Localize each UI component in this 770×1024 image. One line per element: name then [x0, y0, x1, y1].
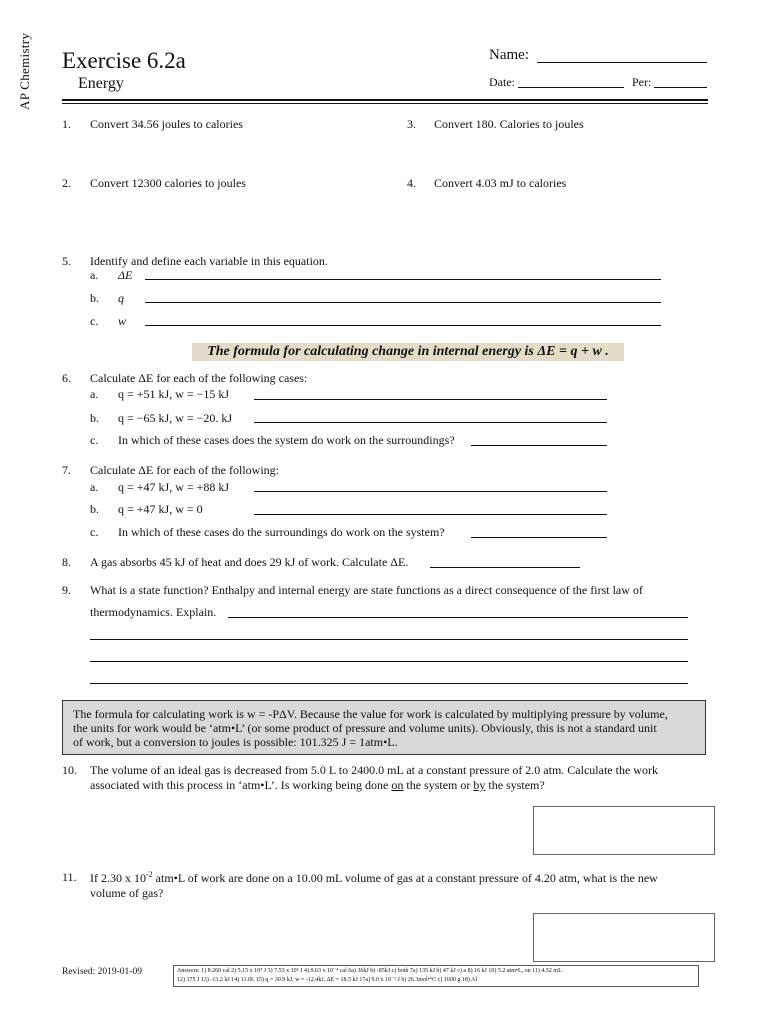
q11-answer-box[interactable]: [533, 913, 715, 962]
q9-answer-line-2[interactable]: [90, 638, 688, 640]
formula-banner: The formula for calculating change in internal energy is ΔE = q + w .: [192, 343, 624, 361]
q5a-variable: ΔE: [118, 268, 133, 282]
q6c-label: c.: [90, 433, 99, 447]
q9-answer-line-3[interactable]: [90, 660, 688, 662]
q7-number: 7.: [62, 463, 71, 477]
answer-key-line2: 12) 375 J 13) -13.2 kJ 14) 11.0L 15) q = 30.9 kJ, w = -12.4kJ, ΔE = 18.5 kJ 17a) 9.0 x 10⁻² J b) 26.3mol•°C c) 1600 g 18) Al: [177, 977, 478, 983]
q10-text-line2: associated with this process in ‘atm•L’. Is working being done on the system or by the system?: [90, 778, 545, 792]
q7c-text: In which of these cases do the surroundings do work on the system?: [118, 525, 445, 539]
q9-text-line1: What is a state function? Enthalpy and internal energy are state functions as a direct consequence of the first law of: [90, 583, 643, 597]
q5-text: Identify and define each variable in this equation.: [90, 254, 328, 268]
q5c-answer-line[interactable]: [145, 324, 661, 326]
q11-text-line2: volume of gas?: [90, 886, 164, 900]
q11-text-line1: If 2.30 x $10^{-2}$ atm•L of work are done on a 10.00 mL volume of gas at a constant pressure of 4.20 atm, what is the new: [90, 870, 658, 885]
q7-text: Calculate ΔE for each of the following:: [90, 463, 279, 477]
q2-text: Convert 12300 calories to joules: [90, 176, 246, 190]
work-box-line3: of work, but a conversion to joules is possible: 101.325 J = 1atm•L.: [73, 735, 398, 749]
work-formula-box: [62, 700, 706, 755]
q5b-label: b.: [90, 291, 99, 305]
q7b-answer-line[interactable]: [254, 513, 607, 515]
q5a-label: a.: [90, 268, 99, 282]
header-rule: [62, 99, 708, 101]
name-label: Name:: [489, 47, 529, 63]
q7a-text: q = +47 kJ, w = +88 kJ: [118, 480, 230, 494]
q4-number: 4.: [407, 176, 416, 190]
q6a-answer-line[interactable]: [254, 398, 607, 400]
q9-answer-line-1[interactable]: [228, 616, 688, 618]
q6c-text: In which of these cases does the system do work on the surroundings?: [118, 433, 455, 447]
q6c-answer-line[interactable]: [471, 444, 607, 446]
q7b-text: q = +47 kJ, w = 0: [118, 502, 203, 516]
q5b-answer-line[interactable]: [145, 301, 661, 303]
q8-answer-line[interactable]: [430, 566, 580, 568]
q7b-label: b.: [90, 502, 99, 516]
date-label: Date:: [489, 75, 515, 89]
q5c-variable: w: [118, 314, 127, 328]
course-label: AP Chemistry: [17, 32, 32, 110]
date-field[interactable]: [518, 86, 624, 88]
q7c-label: c.: [90, 525, 99, 539]
work-box-line2: the units for work would be ‘atm•L’ (or some product of pressure and volume units). Obviously, this is not a standard unit: [73, 721, 657, 735]
q8-number: 8.: [62, 555, 71, 569]
q11-number: 11.: [62, 870, 77, 884]
name-field[interactable]: [537, 61, 707, 63]
q6-text: Calculate ΔE for each of the following cases:: [90, 371, 308, 385]
header-rule-thin: [62, 103, 708, 104]
q5b-variable: q: [118, 291, 124, 305]
q7c-answer-line[interactable]: [471, 536, 607, 538]
q5-number: 5.: [62, 254, 71, 268]
q8-text: A gas absorbs 45 kJ of heat and does 29 kJ of work. Calculate ΔE.: [90, 555, 409, 569]
work-box-line1: The formula for calculating work is w = -PΔV. Because the value for work is calculated by multiplying pressure by volume,: [73, 707, 668, 721]
q10-answer-box[interactable]: [533, 806, 715, 855]
period-label: Per:: [632, 75, 652, 89]
revised-date: Revised: 2019-01-09: [62, 967, 142, 977]
q6b-answer-line[interactable]: [254, 421, 607, 423]
q6a-label: a.: [90, 387, 99, 401]
q3-number: 3.: [407, 117, 416, 131]
q6-number: 6.: [62, 371, 71, 385]
q5a-answer-line[interactable]: [145, 278, 661, 280]
q1-text: Convert 34.56 joules to calories: [90, 117, 243, 131]
q10-text-line1: The volume of an ideal gas is decreased from 5.0 L to 2400.0 mL at a constant pressure of 2.0 atm. Calculate the work: [90, 763, 658, 777]
q2-number: 2.: [62, 176, 71, 190]
q10-number: 10.: [62, 763, 77, 777]
q4-text: Convert 4.03 mJ to calories: [434, 176, 567, 190]
q7a-answer-line[interactable]: [254, 490, 607, 492]
q9-answer-line-4[interactable]: [90, 682, 688, 684]
answer-key-line1: Answers: 1) 8.260 cal 2) 5.15 x 10⁴ J 3) 7.53 x 10⁵ J 4) 9.63 x 10⁻⁴ cal 6a) 36kJ b) -85kJ c) both 7a) 135 kJ b) 47 kJ c) a 8) 16 kJ 10) 5.2 atm•L, on 11) 4.52 mL: [177, 968, 562, 974]
q6b-text: q = −65 kJ, w = −20. kJ: [118, 411, 233, 425]
q5c-label: c.: [90, 314, 99, 328]
answer-key: [173, 965, 699, 987]
q9-number: 9.: [62, 583, 71, 597]
q9-text-line2: thermodynamics. Explain.: [90, 605, 217, 619]
q6a-text: q = +51 kJ, w = −15 kJ: [118, 387, 230, 401]
q3-text: Convert 180. Calories to joules: [434, 117, 584, 131]
q1-number: 1.: [62, 117, 71, 131]
page-title: Exercise 6.2a: [62, 48, 186, 73]
q6b-label: b.: [90, 411, 99, 425]
page-subtitle: Energy: [78, 75, 124, 92]
period-field[interactable]: [654, 86, 707, 88]
q7a-label: a.: [90, 480, 99, 494]
